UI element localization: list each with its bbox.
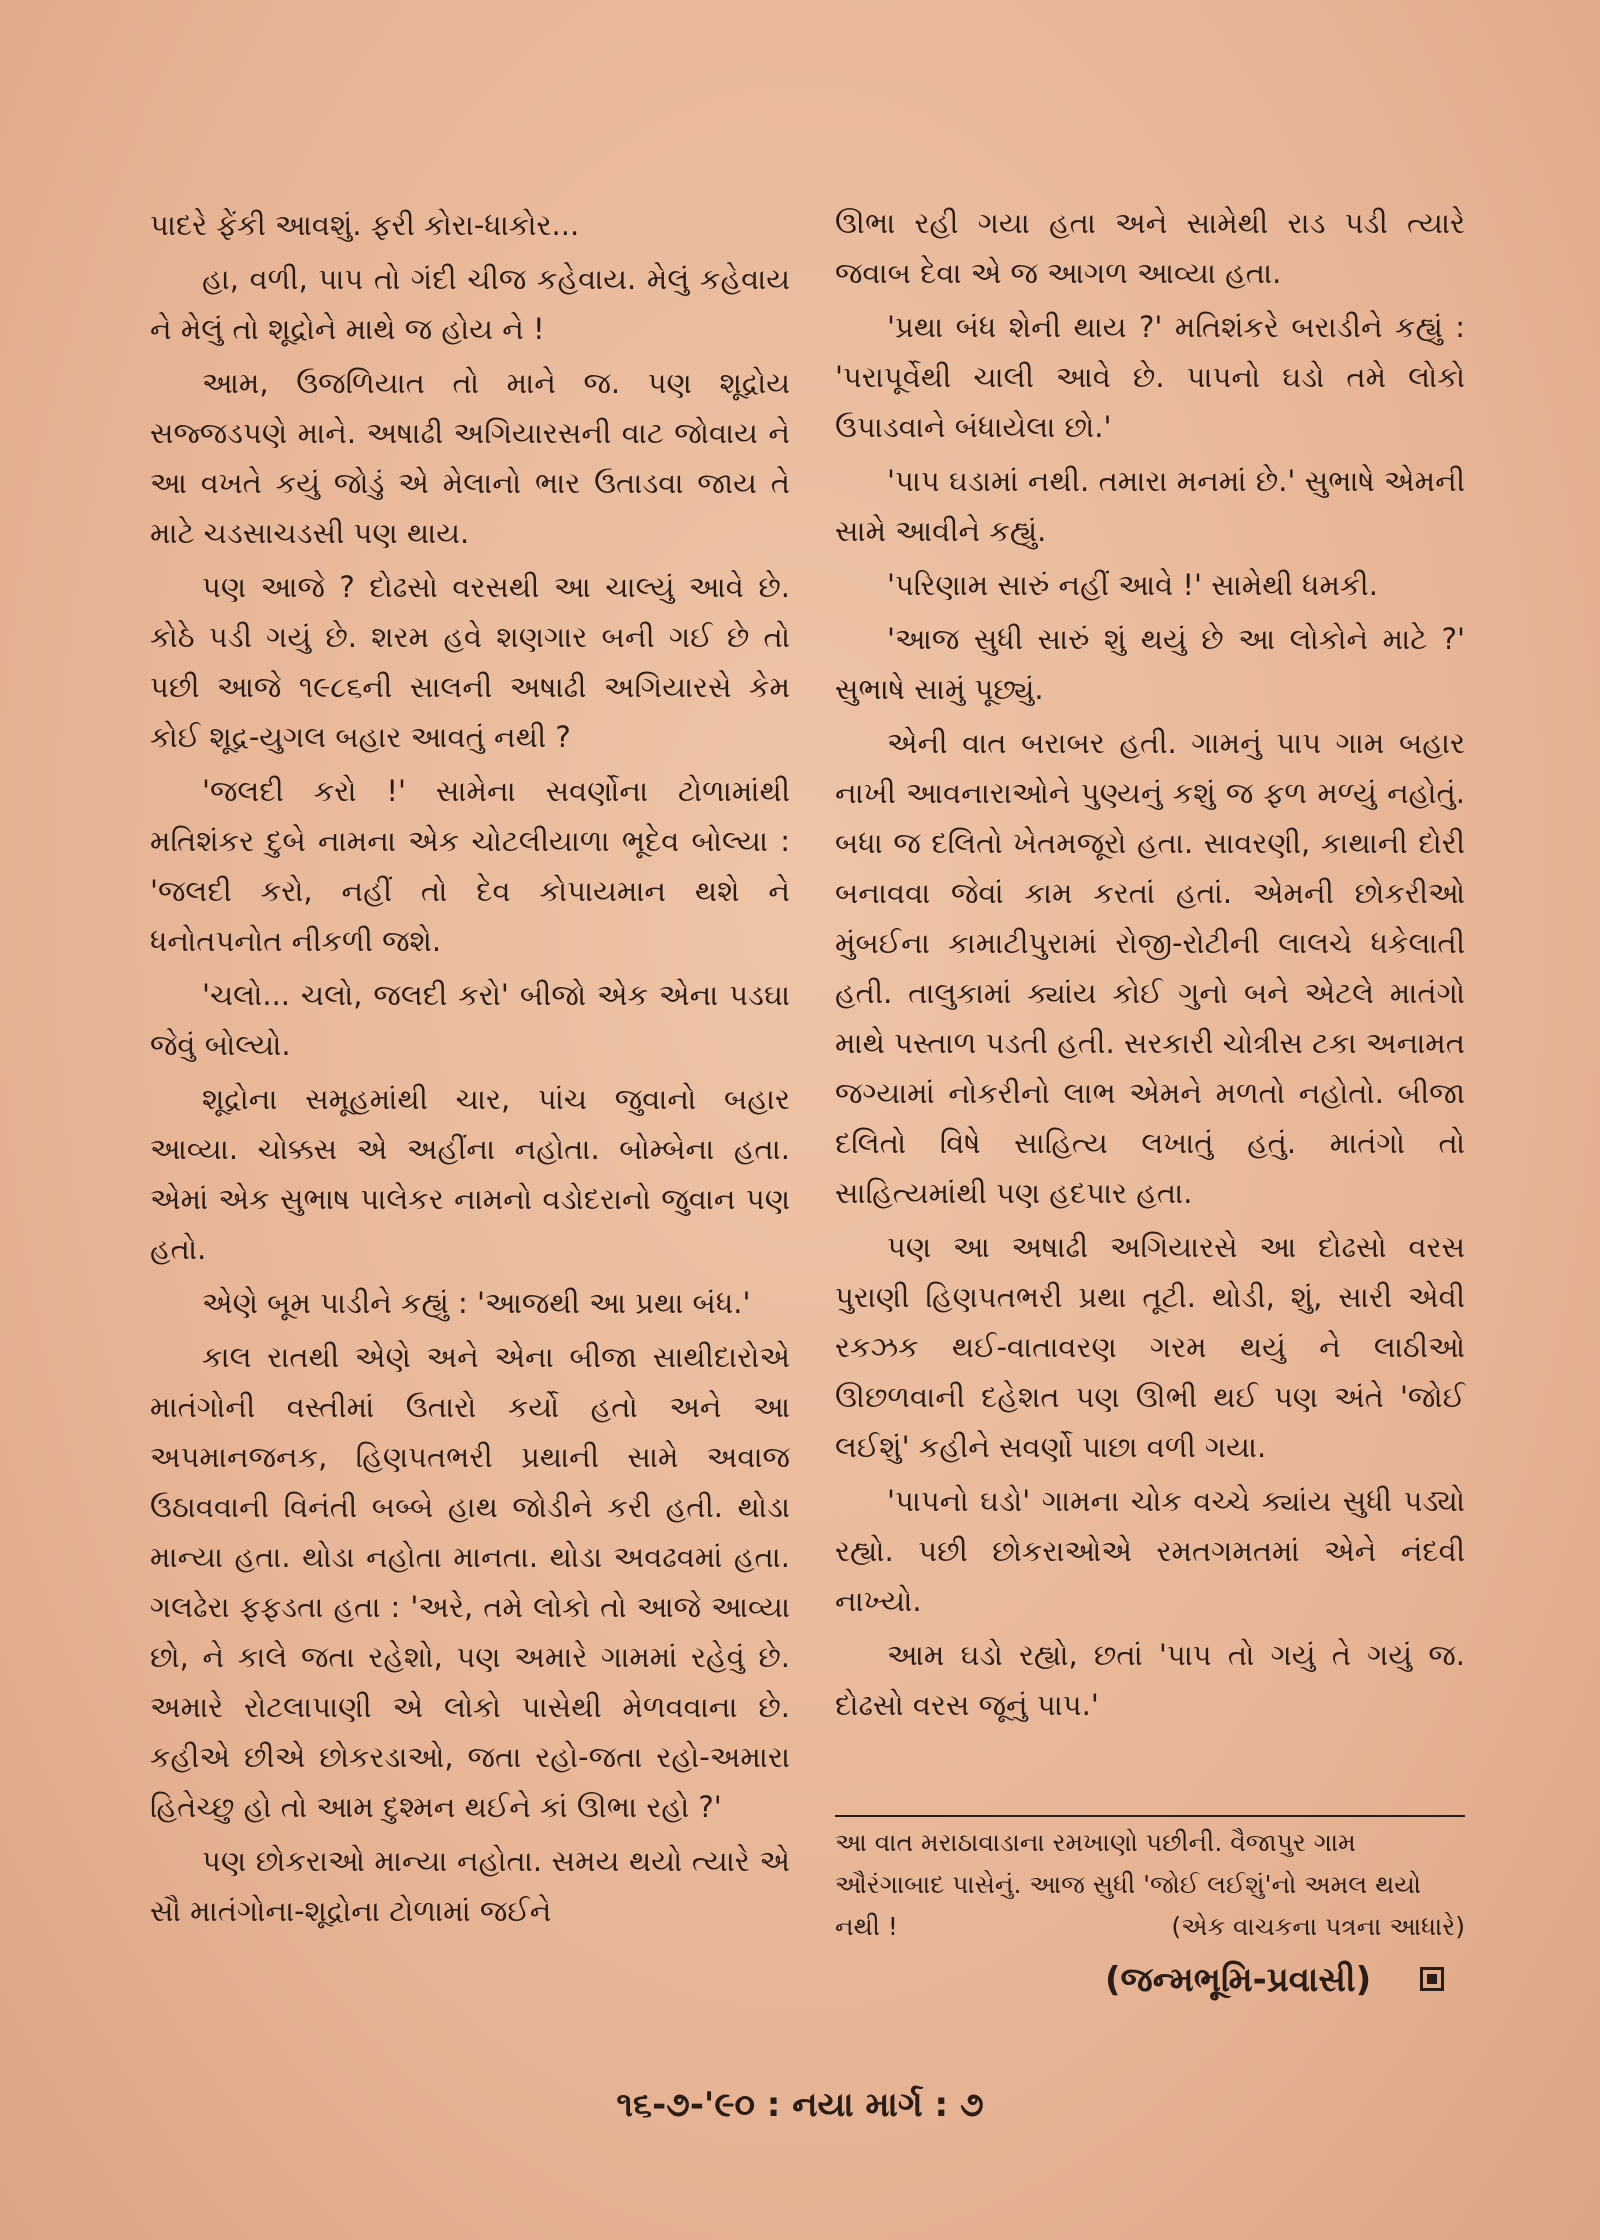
editorial-note — [835, 1822, 1465, 1948]
paragraph: એણે બૂમ પાડીને કહ્યું : 'આજથી આ પ્રથા બંધ.' — [202, 1286, 751, 1320]
page-footer: ૧૬-૭-'૯૦ : નયા માર્ગ : ૭ — [616, 2085, 984, 2125]
paragraph: પણ આ અષાઢી અગિયારસે આ દોઢસો વરસ પુરાણી હિણપતભરી પ્રથા તૂટી. થોડી, શું, સારી એવી રકઝક થઈ-વાતાવરણ ગરમ થયું ને લાઠીઓ ઊછળવાની દહેશત પણ ઊભી થઈ પણ અંતે 'જોઈ લઈશું' કહીને સવર્ણો પાછા વળી ગયા. — [835, 1230, 1465, 1464]
paragraph: 'પાપ ઘડામાં નથી. તમારા મનમાં છે.' સુભાષે એમની સામે આવીને કહ્યું. — [835, 464, 1465, 548]
note-source: (એક વાચકના પત્રના આધારે) — [1171, 1912, 1465, 1941]
paragraph: પણ છોકરાઓ માન્યા નહોતા. સમય થયો ત્યારે એ સૌ માતંગોના-શૂદ્રોના ટોળામાં જઈને — [150, 1844, 790, 1928]
end-mark-icon — [1420, 1967, 1444, 1991]
paragraph: 'જલદી કરો !' સામેના સવર્ણોના ટોળામાંથી મતિશંકર દુબે નામના એક ચોટલીયાળા ભૂદેવ બોલ્યા : 'જલદી કરો, નહીં તો દેવ કોપાયમાન થશે ને ધનોતપનોત નીકળી જશે. — [150, 774, 790, 958]
paragraph: શૂદ્રોના સમૂહમાંથી ચાર, પાંચ જુવાનો બહાર આવ્યા. ચોક્કસ એ અહીંના નહોતા. બોમ્બેના હતા. એમાં એક સુભાષ પાલેકર નામનો વડોદરાનો જુવાન પણ હતો. — [150, 1082, 790, 1266]
right-column — [835, 198, 1465, 1734]
paragraph: આમ ઘડો રહ્યો, છતાં 'પાપ તો ગયું તે ગયું જ. દોઢસો વરસ જૂનું પાપ.' — [835, 1638, 1465, 1722]
left-column — [150, 200, 790, 1940]
paragraph: 'પ્રથા બંધ શેની થાય ?' મતિશંકરે બરાડીને કહ્યું : 'પરાપૂર્વેથી ચાલી આવે છે. પાપનો ઘડો તમે લોકો ઉપાડવાને બંધાયેલા છો.' — [835, 310, 1465, 444]
paragraph: પણ આજે ? દોઢસો વરસથી આ ચાલ્યું આવે છે. કોઠે પડી ગયું છે. શરમ હવે શણગાર બની ગઈ છે તો પછી આજે ૧૯૮૬ની સાલની અષાઢી અગિયારસે કેમ કોઈ શૂદ્ર-યુગલ બહાર આવતું નથી ? — [150, 570, 790, 754]
paragraph: 'આજ સુધી સારું શું થયું છે આ લોકોને માટે ?' સુભાષે સામું પૂછ્યું. — [835, 622, 1465, 706]
paragraph: 'પાપનો ઘડો' ગામના ચોક વચ્ચે ક્યાંય સુધી પડ્યો રહ્યો. પછી છોકરાઓએ રમતગમતમાં એને નંદવી નાખ્યો. — [835, 1484, 1465, 1618]
source-credit: (જન્મભૂમિ-પ્રવાસી) — [1105, 1960, 1372, 2000]
paragraph: એની વાત બરાબર હતી. ગામનું પાપ ગામ બહાર નાખી આવનારાઓને પુણ્યનું કશું જ ફળ મળ્યું નહોતું. બધા જ દલિતો ખેતમજૂરો હતા. સાવરણી, કાથાની દોરી બનાવવા જેવાં કામ કરતાં હતાં. એમની છોકરીઓ મુંબઈના કામાટીપુરામાં રોજી-રોટીની લાલચે ધકેલાતી હતી. તાલુકામાં ક્યાંય કોઈ ગુનો બને એટલે માતંગો માથે પસ્તાળ પડતી હતી. સરકારી ચોત્રીસ ટકા અનામત જગ્યામાં નોકરીનો લાભ એમને મળતો નહોતો. બીજા દલિતો વિષે સાહિત્ય લખાતું હતું. માતંગો તો સાહિત્યમાંથી પણ હદપાર હતા. — [835, 726, 1465, 1210]
note-text: આ વાત મરાઠાવાડાના રમખાણો પછીની. વૈજાપુર ગામ ઔરંગાબાદ પાસેનું. આજ સુધી 'જોઈ લઈશું'નો અમલ થયો નથી ! — [835, 1828, 1422, 1941]
paragraph: કાલ રાતથી એણે અને એના બીજા સાથીદારોએ માતંગોની વસ્તીમાં ઉતારો કર્યો હતો અને આ અપમાનજનક, હિણપતભરી પ્રથાની સામે અવાજ ઉઠાવવાની વિનંતી બબ્બે હાથ જોડીને કરી હતી. થોડા માન્યા હતા. થોડા નહોતા માનતા. થોડા અવઢવમાં હતા. ગલઢેરા ફફડતા હતા : 'અરે, તમે લોકો તો આજે આવ્યા છો, ને કાલે જતા રહેશો, પણ અમારે ગામમાં રહેવું છે. અમારે રોટલાપાણી એ લોકો પાસેથી મેળવવાના છે. કહીએ છીએ છોકરડાઓ, જતા રહો-જતા રહો-અમારા હિતેચ્છુ હો તો આમ દુશ્મન થઈને કાં ઊભા રહો ?' — [150, 1340, 790, 1824]
note-divider — [835, 1815, 1465, 1817]
paragraph: 'ચલો... ચલો, જલદી કરો' બીજો એક એના પડઘા જેવું બોલ્યો. — [150, 978, 790, 1062]
paragraph: ઊભા રહી ગયા હતા અને સામેથી રાડ પડી ત્યારે જવાબ દેવા એ જ આગળ આવ્યા હતા. — [835, 206, 1465, 290]
paragraph: 'પરિણામ સારું નહીં આવે !' સામેથી ધમકી. — [887, 568, 1378, 602]
paragraph: હા, વળી, પાપ તો ગંદી ચીજ કહેવાય. મેલું કહેવાય ને મેલું તો શૂદ્રોને માથે જ હોય ને ! — [150, 262, 790, 346]
paragraph: પાદરે ફેંકી આવશું. ફરી કોરા-ધાકોર... — [150, 208, 580, 242]
paragraph: આમ, ઉજળિયાત તો માને જ. પણ શૂદ્રોય સજ્જડપણે માને. અષાઢી અગિયારસની વાટ જોવાય ને આ વખતે કયું જોડું એ મેલાનો ભાર ઉતાડવા જાય તે માટે ચડસાચડસી પણ થાય. — [150, 366, 790, 550]
